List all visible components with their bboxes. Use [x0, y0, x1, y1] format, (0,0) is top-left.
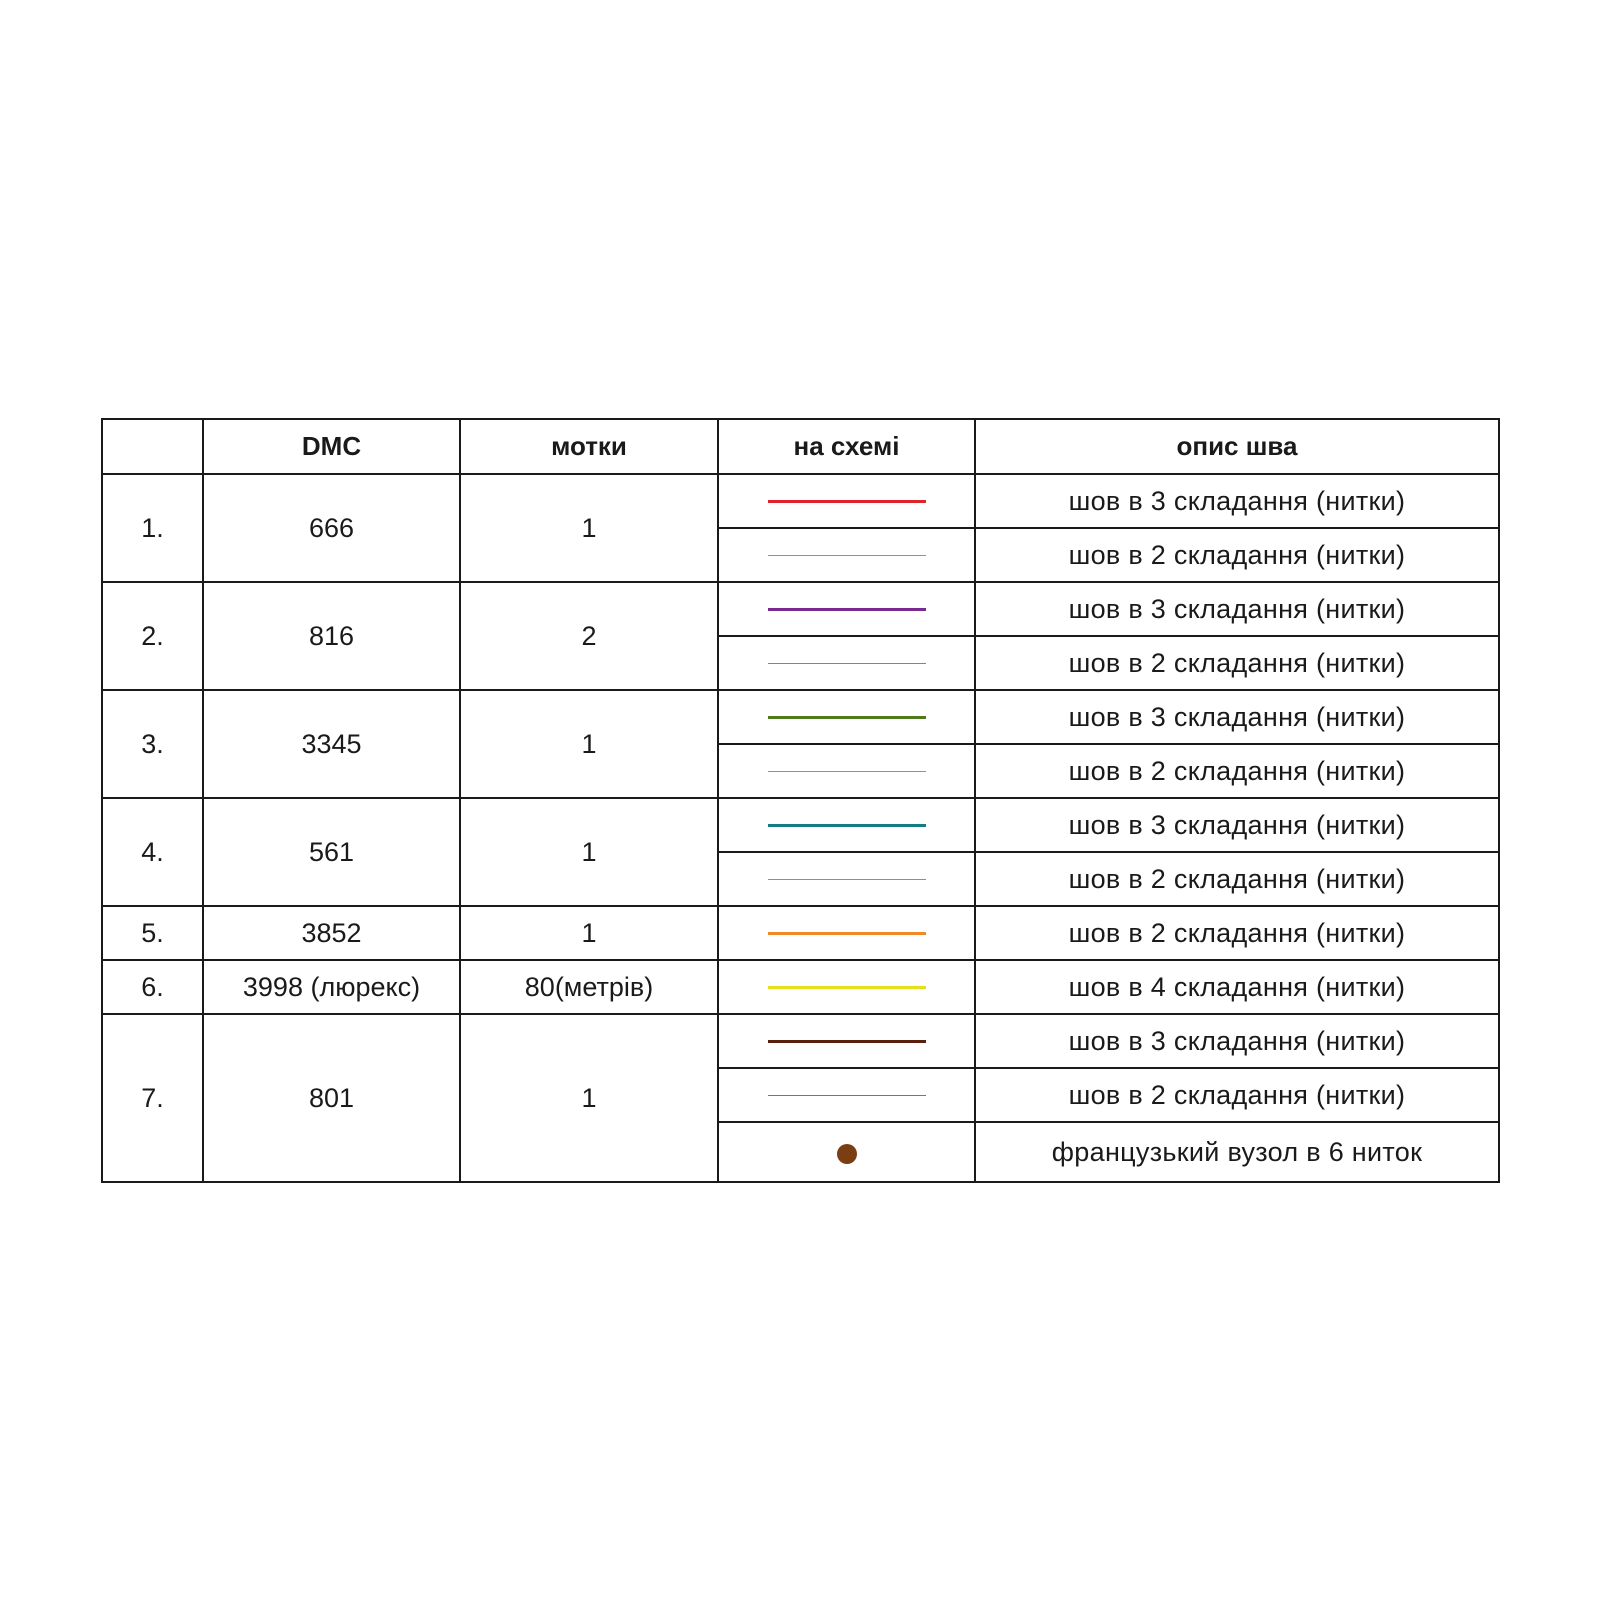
stitch-line-thick: [768, 932, 926, 935]
stitch-line-thick: [768, 716, 926, 719]
scheme-marker-cell: [718, 798, 975, 852]
scheme-marker-cell: [718, 744, 975, 798]
table-row: [102, 690, 1499, 744]
table-row: [102, 582, 1499, 636]
stitch-line-thick: [768, 608, 926, 611]
stitch-line-thick: [768, 1040, 926, 1043]
dmc-code: 3852: [203, 906, 460, 960]
row-number: 1.: [102, 474, 203, 582]
stitch-description: шов в 2 складання (нитки): [975, 744, 1499, 798]
scheme-marker-cell: [718, 1068, 975, 1122]
thread-table: [101, 418, 1500, 1183]
header-stitch-description: опис шва: [975, 419, 1499, 474]
stitch-line-thick: [768, 500, 926, 503]
stitch-description: шов в 2 складання (нитки): [975, 636, 1499, 690]
stitch-description: французький вузол в 6 ниток: [975, 1122, 1499, 1182]
stitch-description: шов в 4 складання (нитки): [975, 960, 1499, 1014]
scheme-marker-cell: [718, 474, 975, 528]
scheme-marker-cell: [718, 582, 975, 636]
table-row: [102, 798, 1499, 852]
header-row: [102, 419, 1499, 474]
scheme-marker-cell: [718, 1122, 975, 1182]
skein-count: 80(метрів): [460, 960, 718, 1014]
stitch-description: шов в 2 складання (нитки): [975, 1068, 1499, 1122]
scheme-marker-cell: [718, 906, 975, 960]
skein-count: 1: [460, 690, 718, 798]
stitch-line-thin: [768, 1095, 926, 1096]
table-row: [102, 1014, 1499, 1068]
scheme-marker-cell: [718, 852, 975, 906]
header-on-scheme: на схемі: [718, 419, 975, 474]
row-number: 5.: [102, 906, 203, 960]
row-number: 6.: [102, 960, 203, 1014]
header-dmc: DMC: [203, 419, 460, 474]
stitch-description: шов в 3 складання (нитки): [975, 1014, 1499, 1068]
dmc-code: 3345: [203, 690, 460, 798]
stitch-line-thin: [768, 879, 926, 880]
table-row: [102, 960, 1499, 1014]
stitch-description: шов в 2 складання (нитки): [975, 528, 1499, 582]
stitch-line-thin: [768, 771, 926, 772]
scheme-marker-cell: [718, 690, 975, 744]
skein-count: 1: [460, 474, 718, 582]
stitch-line-thin: [768, 555, 926, 556]
header-skeins: мотки: [460, 419, 718, 474]
scheme-marker-cell: [718, 960, 975, 1014]
scheme-marker-cell: [718, 1014, 975, 1068]
skein-count: 1: [460, 906, 718, 960]
dmc-code: 3998 (люрекс): [203, 960, 460, 1014]
skein-count: 1: [460, 1014, 718, 1182]
table-header: [102, 419, 1499, 474]
stitch-description: шов в 3 складання (нитки): [975, 474, 1499, 528]
dmc-code: 816: [203, 582, 460, 690]
stitch-description: шов в 2 складання (нитки): [975, 852, 1499, 906]
stitch-description: шов в 3 складання (нитки): [975, 690, 1499, 744]
dmc-code: 561: [203, 798, 460, 906]
row-number: 2.: [102, 582, 203, 690]
header-number: [102, 419, 203, 474]
dmc-code: 801: [203, 1014, 460, 1182]
row-number: 3.: [102, 690, 203, 798]
row-number: 4.: [102, 798, 203, 906]
stitch-description: шов в 2 складання (нитки): [975, 906, 1499, 960]
stitch-description: шов в 3 складання (нитки): [975, 798, 1499, 852]
french-knot-dot-icon: [837, 1144, 857, 1164]
skein-count: 2: [460, 582, 718, 690]
table-row: [102, 474, 1499, 528]
table-row: [102, 906, 1499, 960]
row-number: 7.: [102, 1014, 203, 1182]
stitch-description: шов в 3 складання (нитки): [975, 582, 1499, 636]
table-body: [102, 474, 1499, 1182]
stitch-line-thick: [768, 986, 926, 989]
dmc-code: 666: [203, 474, 460, 582]
scheme-marker-cell: [718, 528, 975, 582]
skein-count: 1: [460, 798, 718, 906]
stitch-line-thin: [768, 663, 926, 664]
stitch-line-thick: [768, 824, 926, 827]
scheme-marker-cell: [718, 636, 975, 690]
